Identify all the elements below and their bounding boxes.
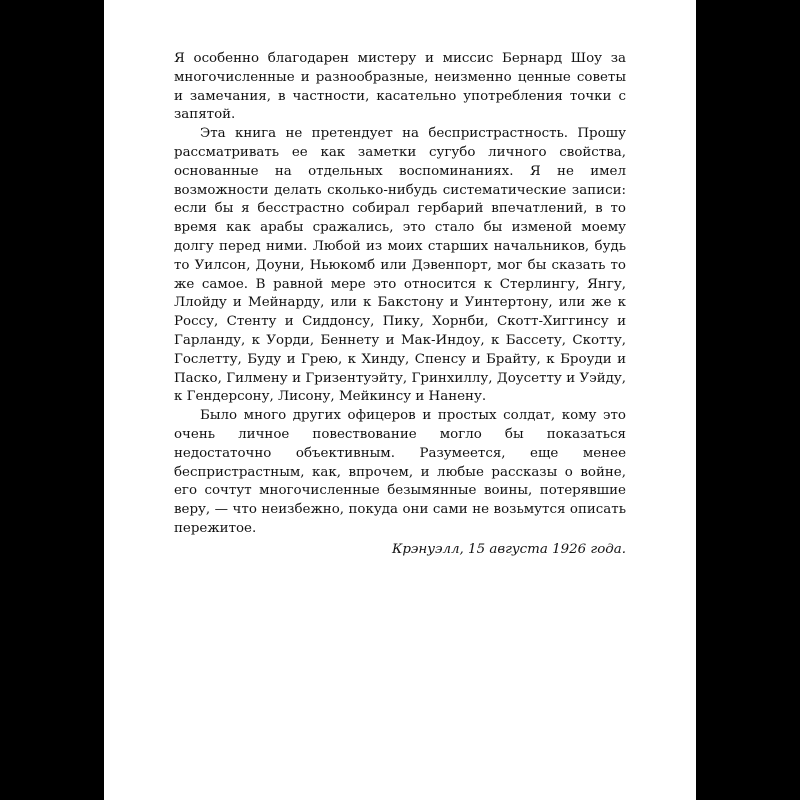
left-black-margin <box>0 0 104 800</box>
right-black-margin <box>696 0 800 800</box>
paragraph-others: Было много других офицеров и простых солдат, кому это очень личное повествование могло бы показаться недостаточно объективным. Разумеется, еще менее беспристрастным, как, впрочем, и любые рассказы о войне, его сочтут многочисленные безымянные воины, потерявшие веру, — что неизбежно, покуда они сами не возьмутся описать пережитое. <box>174 408 626 536</box>
paragraph-acknowledgement: Я особенно благодарен мистеру и миссис Бернард Шоу за многочисленные и разнообразные, неизменно ценные советы и замечания, в частности, касательно употребления точки с запятой. <box>174 51 626 123</box>
page-text <box>174 50 626 560</box>
paragraph-preface: Эта книга не претендует на беспристрастность. Прошу рассматривать ее как заметки сугубо личного свойства, основанные на отдельных воспоминаниях. Я не имел возможности делать сколько-нибудь систематические записи: если бы я бесстрастно собирал гербарий впечатлений, в то время как арабы сражались, это стало бы изменой моему долгу перед ними. Любой из моих старших начальников, будь то Уилсон, Доуни, Ньюкомб или Дэвенпорт, мог бы сказать то же самое. В равной мере это относится к Стерлингу, Янгу, Ллойду и Мейнарду, или к Бакстону и Уинтертону, или же к Россу, Стенту и Сиддонсу, Пику, Хорнби, Скотт-Хиггинсу и Гарланду, к Уорди, Беннету и Мак-Индоу, к Бассету, Скотту, Гослетту, Буду и Грею, к Хинду, Спенсу и Брайту, к Броуди и Паско, Гилмену и Гризентуэйту, Гринхиллу, Доусетту и Уэйду, к Гендерсону, Лисону, Мейкинсу и Нанену. <box>174 126 626 405</box>
book-page <box>104 0 696 800</box>
signature-place-date: Крэнуэлл, 15 августа 1926 года. <box>391 541 626 557</box>
